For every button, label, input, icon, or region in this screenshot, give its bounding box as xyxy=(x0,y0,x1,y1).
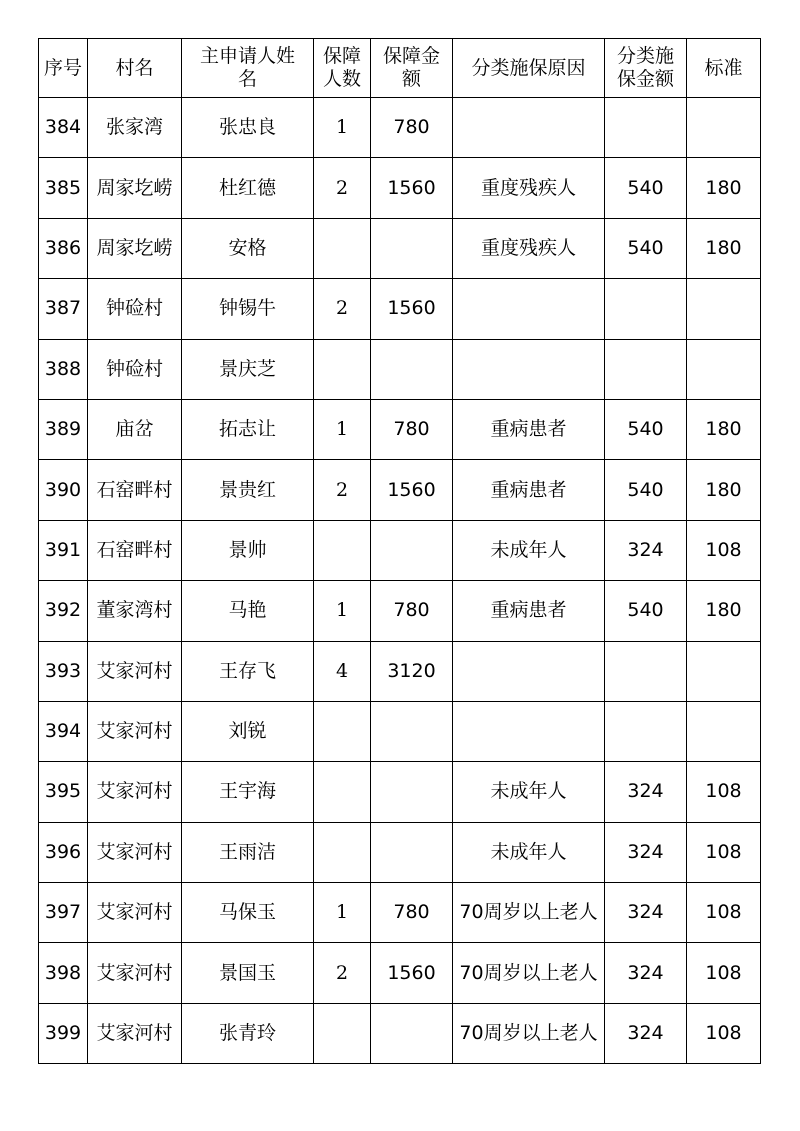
table-row xyxy=(39,943,761,1003)
header-class-amount: 分类施保金额 xyxy=(605,39,687,98)
cell-no: 390 xyxy=(39,460,88,520)
cell-class-amount: 540 xyxy=(605,581,687,641)
cell-village: 钟硷村 xyxy=(88,339,182,399)
header-reason: 分类施保原因 xyxy=(453,39,605,98)
cell-reason xyxy=(453,279,605,339)
cell-applicant: 景庆芝 xyxy=(182,339,314,399)
cell-no: 397 xyxy=(39,883,88,943)
cell-amount: 780 xyxy=(371,98,453,158)
table-row xyxy=(39,520,761,580)
cell-applicant: 王雨洁 xyxy=(182,822,314,882)
cell-class-amount xyxy=(605,701,687,761)
cell-reason: 重病患者 xyxy=(453,460,605,520)
cell-standard xyxy=(687,339,761,399)
table-row xyxy=(39,581,761,641)
cell-village: 周家圪崂 xyxy=(88,218,182,278)
cell-count xyxy=(314,701,371,761)
cell-no: 389 xyxy=(39,399,88,459)
cell-class-amount: 324 xyxy=(605,943,687,1003)
cell-reason: 未成年人 xyxy=(453,762,605,822)
cell-applicant: 拓志让 xyxy=(182,399,314,459)
cell-standard: 180 xyxy=(687,581,761,641)
cell-reason xyxy=(453,98,605,158)
cell-amount: 780 xyxy=(371,883,453,943)
table-row xyxy=(39,158,761,218)
table-row xyxy=(39,883,761,943)
cell-amount: 780 xyxy=(371,399,453,459)
cell-reason: 重病患者 xyxy=(453,399,605,459)
table-row xyxy=(39,339,761,399)
cell-village: 董家湾村 xyxy=(88,581,182,641)
cell-standard: 108 xyxy=(687,883,761,943)
cell-standard: 108 xyxy=(687,822,761,882)
subsidy-table xyxy=(38,38,761,1064)
cell-standard xyxy=(687,98,761,158)
cell-reason: 70周岁以上老人 xyxy=(453,883,605,943)
cell-amount xyxy=(371,701,453,761)
cell-count: 1 xyxy=(314,883,371,943)
cell-amount xyxy=(371,762,453,822)
cell-applicant: 钟锡牛 xyxy=(182,279,314,339)
table-row xyxy=(39,1003,761,1063)
cell-reason: 未成年人 xyxy=(453,520,605,580)
cell-count xyxy=(314,218,371,278)
cell-reason xyxy=(453,339,605,399)
cell-count: 1 xyxy=(314,581,371,641)
table-row xyxy=(39,399,761,459)
cell-standard: 180 xyxy=(687,218,761,278)
cell-reason: 70周岁以上老人 xyxy=(453,943,605,1003)
header-no: 序号 xyxy=(39,39,88,98)
table-row xyxy=(39,822,761,882)
cell-count: 2 xyxy=(314,943,371,1003)
cell-class-amount: 324 xyxy=(605,1003,687,1063)
cell-amount: 780 xyxy=(371,581,453,641)
cell-village: 庙岔 xyxy=(88,399,182,459)
cell-count: 2 xyxy=(314,460,371,520)
cell-count xyxy=(314,822,371,882)
cell-class-amount: 324 xyxy=(605,883,687,943)
table-row xyxy=(39,701,761,761)
cell-no: 395 xyxy=(39,762,88,822)
cell-reason: 未成年人 xyxy=(453,822,605,882)
cell-class-amount: 324 xyxy=(605,762,687,822)
cell-no: 391 xyxy=(39,520,88,580)
cell-village: 艾家河村 xyxy=(88,943,182,1003)
cell-reason xyxy=(453,641,605,701)
cell-village: 艾家河村 xyxy=(88,701,182,761)
cell-village: 艾家河村 xyxy=(88,883,182,943)
cell-class-amount xyxy=(605,339,687,399)
cell-count: 1 xyxy=(314,399,371,459)
cell-applicant: 马保玉 xyxy=(182,883,314,943)
cell-applicant: 王存飞 xyxy=(182,641,314,701)
cell-count: 4 xyxy=(314,641,371,701)
cell-village: 石窑畔村 xyxy=(88,460,182,520)
cell-village: 石窑畔村 xyxy=(88,520,182,580)
cell-applicant: 张青玲 xyxy=(182,1003,314,1063)
header-amount: 保障金额 xyxy=(371,39,453,98)
cell-no: 394 xyxy=(39,701,88,761)
header-standard: 标准 xyxy=(687,39,761,98)
cell-amount xyxy=(371,1003,453,1063)
cell-no: 396 xyxy=(39,822,88,882)
cell-standard: 108 xyxy=(687,520,761,580)
cell-village: 张家湾 xyxy=(88,98,182,158)
cell-applicant: 景贵红 xyxy=(182,460,314,520)
cell-standard xyxy=(687,279,761,339)
cell-count xyxy=(314,339,371,399)
cell-standard: 108 xyxy=(687,943,761,1003)
cell-reason: 重度残疾人 xyxy=(453,158,605,218)
table-row xyxy=(39,98,761,158)
cell-amount xyxy=(371,339,453,399)
cell-no: 385 xyxy=(39,158,88,218)
cell-no: 392 xyxy=(39,581,88,641)
cell-village: 艾家河村 xyxy=(88,762,182,822)
cell-standard xyxy=(687,701,761,761)
table-row xyxy=(39,218,761,278)
header-village: 村名 xyxy=(88,39,182,98)
cell-class-amount: 540 xyxy=(605,158,687,218)
cell-village: 艾家河村 xyxy=(88,1003,182,1063)
cell-amount: 1560 xyxy=(371,279,453,339)
table-row xyxy=(39,279,761,339)
cell-no: 398 xyxy=(39,943,88,1003)
cell-reason: 重度残疾人 xyxy=(453,218,605,278)
cell-reason: 70周岁以上老人 xyxy=(453,1003,605,1063)
cell-no: 386 xyxy=(39,218,88,278)
cell-count: 2 xyxy=(314,158,371,218)
cell-no: 393 xyxy=(39,641,88,701)
cell-village: 周家圪崂 xyxy=(88,158,182,218)
cell-count xyxy=(314,762,371,822)
cell-applicant: 刘锐 xyxy=(182,701,314,761)
table-row xyxy=(39,762,761,822)
cell-count: 2 xyxy=(314,279,371,339)
cell-count: 1 xyxy=(314,98,371,158)
cell-applicant: 张忠良 xyxy=(182,98,314,158)
cell-applicant: 王宇海 xyxy=(182,762,314,822)
cell-class-amount xyxy=(605,641,687,701)
cell-reason: 重病患者 xyxy=(453,581,605,641)
header-count: 保障人数 xyxy=(314,39,371,98)
cell-applicant: 安格 xyxy=(182,218,314,278)
cell-standard: 180 xyxy=(687,460,761,520)
cell-class-amount xyxy=(605,98,687,158)
cell-standard: 180 xyxy=(687,399,761,459)
cell-amount xyxy=(371,218,453,278)
cell-standard: 108 xyxy=(687,762,761,822)
table-row xyxy=(39,460,761,520)
cell-class-amount: 324 xyxy=(605,822,687,882)
cell-class-amount: 324 xyxy=(605,520,687,580)
cell-standard xyxy=(687,641,761,701)
cell-standard: 180 xyxy=(687,158,761,218)
cell-applicant: 景帅 xyxy=(182,520,314,580)
header-row xyxy=(39,39,761,98)
cell-class-amount: 540 xyxy=(605,218,687,278)
cell-amount: 3120 xyxy=(371,641,453,701)
cell-no: 384 xyxy=(39,98,88,158)
cell-no: 399 xyxy=(39,1003,88,1063)
cell-no: 388 xyxy=(39,339,88,399)
cell-no: 387 xyxy=(39,279,88,339)
cell-amount: 1560 xyxy=(371,460,453,520)
cell-count xyxy=(314,1003,371,1063)
cell-amount: 1560 xyxy=(371,943,453,1003)
cell-amount: 1560 xyxy=(371,158,453,218)
cell-applicant: 马艳 xyxy=(182,581,314,641)
cell-village: 钟硷村 xyxy=(88,279,182,339)
cell-class-amount: 540 xyxy=(605,460,687,520)
cell-applicant: 景国玉 xyxy=(182,943,314,1003)
cell-count xyxy=(314,520,371,580)
cell-standard: 108 xyxy=(687,1003,761,1063)
cell-village: 艾家河村 xyxy=(88,641,182,701)
cell-amount xyxy=(371,520,453,580)
cell-village: 艾家河村 xyxy=(88,822,182,882)
cell-class-amount: 540 xyxy=(605,399,687,459)
cell-applicant: 杜红德 xyxy=(182,158,314,218)
cell-amount xyxy=(371,822,453,882)
header-applicant: 主申请人姓名 xyxy=(182,39,314,98)
cell-class-amount xyxy=(605,279,687,339)
table-row xyxy=(39,641,761,701)
cell-reason xyxy=(453,701,605,761)
